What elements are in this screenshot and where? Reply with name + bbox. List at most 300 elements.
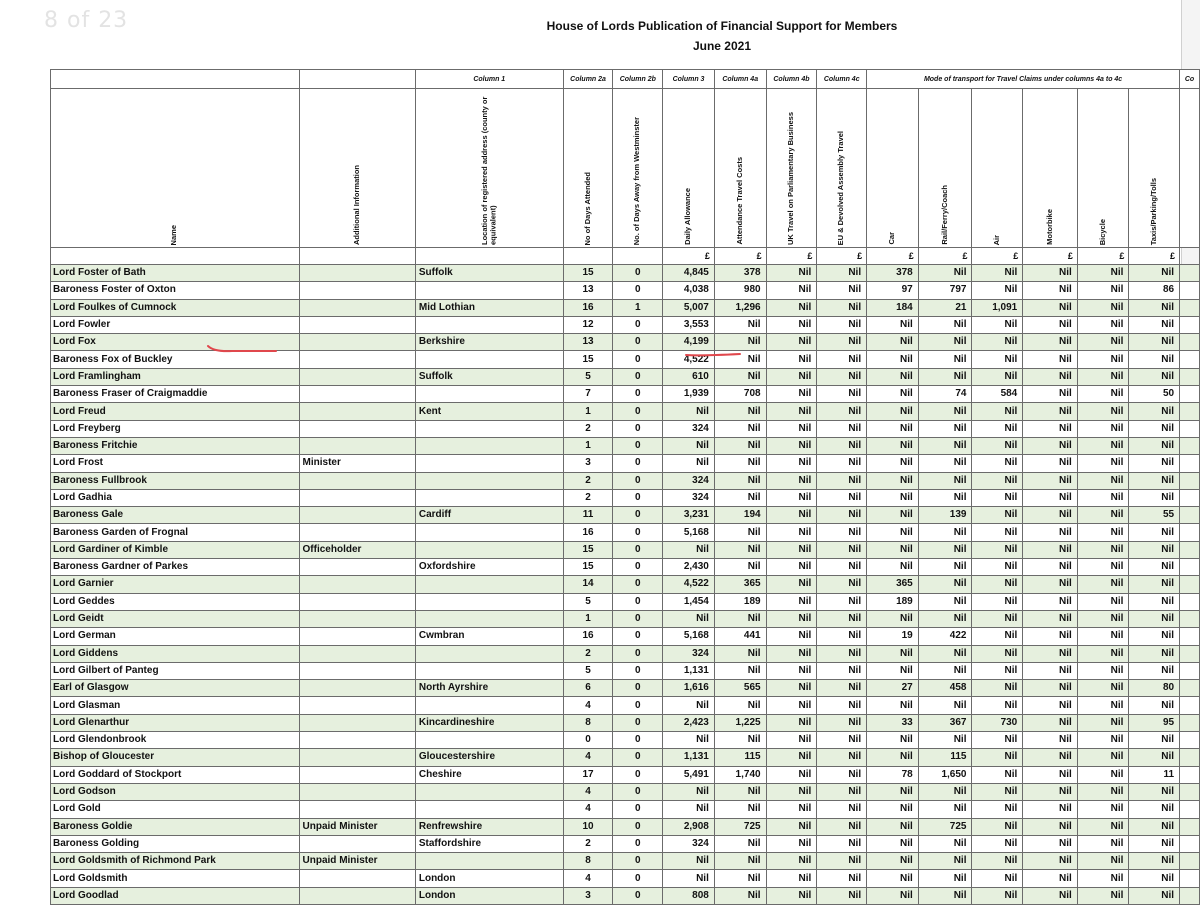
days-away-cell: 0 [613, 576, 663, 593]
daily-allowance-cell: 1,131 [663, 749, 715, 766]
days-attended-cell: 2 [563, 489, 613, 506]
motorbike-cell: Nil [1023, 507, 1078, 524]
car-cell: 184 [867, 299, 919, 316]
eu-travel-cell: Nil [817, 316, 867, 333]
eu-travel-cell: Nil [817, 835, 867, 852]
table-row [51, 386, 1200, 403]
name-cell: Lord Freyberg [51, 420, 300, 437]
daily-allowance-cell: 5,168 [663, 628, 715, 645]
eu-travel-cell: Nil [817, 489, 867, 506]
cut-cell [1180, 645, 1200, 662]
rail-cell: Nil [918, 334, 972, 351]
taxis-cell: Nil [1129, 541, 1180, 558]
rail-cell: Nil [918, 472, 972, 489]
car-cell: 33 [867, 714, 919, 731]
eu-travel-cell: Nil [817, 559, 867, 576]
car-cell: Nil [867, 334, 919, 351]
eu-travel-cell: Nil [817, 680, 867, 697]
additional-info-cell [299, 437, 415, 454]
days-away-cell: 0 [613, 818, 663, 835]
car-cell: Nil [867, 559, 919, 576]
motorbike-cell: Nil [1023, 887, 1078, 904]
attendance-travel-cell: Nil [714, 559, 766, 576]
car-cell: Nil [867, 420, 919, 437]
cut-cell [1180, 386, 1200, 403]
days-away-cell: 0 [613, 853, 663, 870]
motorbike-cell: Nil [1023, 749, 1078, 766]
bicycle-cell: Nil [1077, 628, 1129, 645]
bicycle-cell: Nil [1077, 472, 1129, 489]
name-cell: Lord Frost [51, 455, 300, 472]
name-cell: Baroness Goldie [51, 818, 300, 835]
additional-info-cell [299, 628, 415, 645]
uk-travel-cell: Nil [766, 593, 817, 610]
table-row [51, 334, 1200, 351]
car-cell: Nil [867, 472, 919, 489]
name-cell: Baroness Gardner of Parkes [51, 559, 300, 576]
cut-cell [1180, 524, 1200, 541]
daily-allowance-cell: 3,231 [663, 507, 715, 524]
air-cell: Nil [972, 489, 1023, 506]
car-cell: Nil [867, 732, 919, 749]
name-cell: Lord Foulkes of Cumnock [51, 299, 300, 316]
location-cell: Oxfordshire [415, 559, 563, 576]
rail-cell: 1,650 [918, 766, 972, 783]
eu-travel-cell: Nil [817, 351, 867, 368]
additional-info-cell [299, 870, 415, 887]
days-attended-cell: 5 [563, 662, 613, 679]
uk-travel-cell: Nil [766, 853, 817, 870]
currency-symbol: £ [1023, 248, 1078, 265]
days-away-cell: 0 [613, 265, 663, 282]
column-group-row [51, 70, 1200, 89]
days-attended-cell: 2 [563, 835, 613, 852]
daily-allowance-cell: 324 [663, 645, 715, 662]
table-row [51, 351, 1200, 368]
location-cell: Renfrewshire [415, 818, 563, 835]
days-away-cell: 0 [613, 680, 663, 697]
uk-travel-cell: Nil [766, 489, 817, 506]
uk-travel-cell: Nil [766, 766, 817, 783]
air-cell: Nil [972, 455, 1023, 472]
daily-allowance-cell: 1,454 [663, 593, 715, 610]
daily-allowance-cell: 4,522 [663, 576, 715, 593]
name-cell: Lord Gilbert of Panteg [51, 662, 300, 679]
location-cell [415, 853, 563, 870]
cut-cell [1180, 714, 1200, 731]
air-cell: Nil [972, 507, 1023, 524]
currency-symbol: £ [867, 248, 919, 265]
header-air: Air [972, 89, 1023, 248]
name-cell: Baroness Garden of Frognal [51, 524, 300, 541]
attendance-travel-cell: Nil [714, 732, 766, 749]
additional-info-cell [299, 472, 415, 489]
currency-symbol: £ [714, 248, 766, 265]
attendance-travel-cell: Nil [714, 351, 766, 368]
location-cell [415, 541, 563, 558]
cut-cell [1180, 766, 1200, 783]
additional-info-cell [299, 334, 415, 351]
air-cell: 1,091 [972, 299, 1023, 316]
uk-travel-cell: Nil [766, 403, 817, 420]
name-cell: Baroness Fullbrook [51, 472, 300, 489]
uk-travel-cell: Nil [766, 697, 817, 714]
additional-info-cell [299, 403, 415, 420]
additional-info-cell [299, 265, 415, 282]
bicycle-cell: Nil [1077, 541, 1129, 558]
location-cell: Kent [415, 403, 563, 420]
eu-travel-cell: Nil [817, 662, 867, 679]
location-cell [415, 282, 563, 299]
location-cell [415, 732, 563, 749]
additional-info-cell [299, 576, 415, 593]
air-cell: Nil [972, 818, 1023, 835]
air-cell: Nil [972, 593, 1023, 610]
additional-info-cell [299, 662, 415, 679]
days-away-cell: 1 [613, 299, 663, 316]
days-attended-cell: 14 [563, 576, 613, 593]
motorbike-cell: Nil [1023, 403, 1078, 420]
blank-group-cell [51, 70, 300, 89]
name-cell: Lord Glendonbrook [51, 732, 300, 749]
document-subtitle: June 2021 [692, 39, 752, 53]
days-away-cell: 0 [613, 559, 663, 576]
location-cell [415, 697, 563, 714]
taxis-cell: Nil [1129, 783, 1180, 800]
days-away-cell: 0 [613, 368, 663, 385]
daily-allowance-cell: 808 [663, 887, 715, 904]
additional-info-cell [299, 714, 415, 731]
taxis-cell: 55 [1129, 507, 1180, 524]
bicycle-cell: Nil [1077, 437, 1129, 454]
uk-travel-cell: Nil [766, 299, 817, 316]
bicycle-cell: Nil [1077, 662, 1129, 679]
uk-travel-cell: Nil [766, 472, 817, 489]
uk-travel-cell: Nil [766, 835, 817, 852]
rail-cell: Nil [918, 576, 972, 593]
taxis-cell: Nil [1129, 662, 1180, 679]
rail-cell: Nil [918, 783, 972, 800]
name-cell: Lord Gadhia [51, 489, 300, 506]
car-cell: Nil [867, 801, 919, 818]
daily-allowance-cell: Nil [663, 437, 715, 454]
motorbike-cell: Nil [1023, 593, 1078, 610]
table-row [51, 507, 1200, 524]
uk-travel-cell: Nil [766, 680, 817, 697]
car-cell: 27 [867, 680, 919, 697]
daily-allowance-cell: 4,038 [663, 282, 715, 299]
bicycle-cell: Nil [1077, 801, 1129, 818]
name-cell: Lord Geidt [51, 610, 300, 627]
days-away-cell: 0 [613, 351, 663, 368]
attendance-travel-cell: Nil [714, 420, 766, 437]
uk-travel-cell: Nil [766, 420, 817, 437]
additional-info-cell [299, 282, 415, 299]
currency-symbol: £ [817, 248, 867, 265]
name-cell: Lord German [51, 628, 300, 645]
days-attended-cell: 5 [563, 593, 613, 610]
days-away-cell: 0 [613, 732, 663, 749]
location-cell: Cwmbran [415, 628, 563, 645]
days-away-cell: 0 [613, 455, 663, 472]
table-row [51, 316, 1200, 333]
air-cell: Nil [972, 576, 1023, 593]
rail-cell: Nil [918, 403, 972, 420]
daily-allowance-cell: 324 [663, 472, 715, 489]
table-row [51, 403, 1200, 420]
car-cell: Nil [867, 386, 919, 403]
table-row [51, 628, 1200, 645]
car-cell: 378 [867, 265, 919, 282]
rail-cell: Nil [918, 593, 972, 610]
daily-allowance-cell: 324 [663, 489, 715, 506]
days-attended-cell: 16 [563, 524, 613, 541]
rail-cell: Nil [918, 524, 972, 541]
uk-travel-cell: Nil [766, 351, 817, 368]
air-cell: 584 [972, 386, 1023, 403]
days-away-cell: 0 [613, 801, 663, 818]
location-cell: Gloucestershire [415, 749, 563, 766]
daily-allowance-cell: 2,423 [663, 714, 715, 731]
bicycle-cell: Nil [1077, 455, 1129, 472]
days-attended-cell: 11 [563, 507, 613, 524]
daily-allowance-cell: Nil [663, 697, 715, 714]
header-taxis: Taxis/Parking/Tolls [1129, 89, 1180, 248]
motorbike-cell: Nil [1023, 680, 1078, 697]
air-cell: Nil [972, 420, 1023, 437]
additional-info-cell [299, 351, 415, 368]
motorbike-cell: Nil [1023, 524, 1078, 541]
air-cell: Nil [972, 766, 1023, 783]
car-cell: 365 [867, 576, 919, 593]
header-car: Car [867, 89, 919, 248]
location-cell: Suffolk [415, 368, 563, 385]
uk-travel-cell: Nil [766, 437, 817, 454]
attendance-travel-cell: Nil [714, 783, 766, 800]
taxis-cell: Nil [1129, 887, 1180, 904]
header-rail: Rail/Ferry/Coach [918, 89, 972, 248]
motorbike-cell: Nil [1023, 489, 1078, 506]
days-away-cell: 0 [613, 472, 663, 489]
bicycle-cell: Nil [1077, 680, 1129, 697]
motorbike-cell: Nil [1023, 420, 1078, 437]
uk-travel-cell: Nil [766, 714, 817, 731]
column-group-label-cut: Co [1180, 70, 1200, 89]
days-away-cell: 0 [613, 714, 663, 731]
column-group-label: Column 2a [563, 70, 613, 89]
bicycle-cell: Nil [1077, 835, 1129, 852]
car-cell: Nil [867, 489, 919, 506]
eu-travel-cell: Nil [817, 403, 867, 420]
rail-cell: Nil [918, 420, 972, 437]
motorbike-cell: Nil [1023, 351, 1078, 368]
car-cell: Nil [867, 697, 919, 714]
column-group-label: Column 2b [613, 70, 663, 89]
table-row [51, 420, 1200, 437]
location-cell [415, 437, 563, 454]
motorbike-cell: Nil [1023, 455, 1078, 472]
motorbike-cell: Nil [1023, 541, 1078, 558]
daily-allowance-cell: Nil [663, 783, 715, 800]
days-away-cell: 0 [613, 870, 663, 887]
days-away-cell: 0 [613, 593, 663, 610]
air-cell: 730 [972, 714, 1023, 731]
days-away-cell: 0 [613, 697, 663, 714]
motorbike-cell: Nil [1023, 316, 1078, 333]
daily-allowance-cell: 324 [663, 420, 715, 437]
additional-info-cell [299, 749, 415, 766]
motorbike-cell: Nil [1023, 628, 1078, 645]
location-cell: London [415, 887, 563, 904]
rail-cell: Nil [918, 887, 972, 904]
table-row [51, 662, 1200, 679]
air-cell: Nil [972, 887, 1023, 904]
location-cell [415, 420, 563, 437]
name-cell: Lord Framlingham [51, 368, 300, 385]
days-away-cell: 0 [613, 489, 663, 506]
bicycle-cell: Nil [1077, 576, 1129, 593]
car-cell: Nil [867, 853, 919, 870]
cut-cell [1180, 334, 1200, 351]
daily-allowance-cell: 1,616 [663, 680, 715, 697]
name-cell: Lord Goldsmith of Richmond Park [51, 853, 300, 870]
eu-travel-cell: Nil [817, 801, 867, 818]
days-attended-cell: 4 [563, 783, 613, 800]
rail-cell: Nil [918, 645, 972, 662]
daily-allowance-cell: Nil [663, 870, 715, 887]
additional-info-cell [299, 420, 415, 437]
daily-allowance-cell: 5,007 [663, 299, 715, 316]
name-cell: Lord Glasman [51, 697, 300, 714]
attendance-travel-cell: 189 [714, 593, 766, 610]
days-attended-cell: 1 [563, 437, 613, 454]
name-cell: Baroness Foster of Oxton [51, 282, 300, 299]
attendance-travel-cell: Nil [714, 316, 766, 333]
additional-info-cell [299, 732, 415, 749]
location-cell [415, 662, 563, 679]
car-cell: Nil [867, 645, 919, 662]
additional-info-cell: Officeholder [299, 541, 415, 558]
car-cell: Nil [867, 541, 919, 558]
name-cell: Lord Fox [51, 334, 300, 351]
motorbike-cell: Nil [1023, 576, 1078, 593]
rail-cell: 458 [918, 680, 972, 697]
days-away-cell: 0 [613, 835, 663, 852]
eu-travel-cell: Nil [817, 853, 867, 870]
location-cell [415, 610, 563, 627]
days-attended-cell: 4 [563, 697, 613, 714]
days-attended-cell: 3 [563, 887, 613, 904]
taxis-cell: Nil [1129, 870, 1180, 887]
eu-travel-cell: Nil [817, 697, 867, 714]
rail-cell: Nil [918, 559, 972, 576]
uk-travel-cell: Nil [766, 386, 817, 403]
uk-travel-cell: Nil [766, 783, 817, 800]
days-attended-cell: 8 [563, 853, 613, 870]
bicycle-cell: Nil [1077, 368, 1129, 385]
table-row [51, 853, 1200, 870]
bicycle-cell: Nil [1077, 818, 1129, 835]
bicycle-cell: Nil [1077, 714, 1129, 731]
daily-allowance-cell: 5,491 [663, 766, 715, 783]
days-attended-cell: 1 [563, 403, 613, 420]
bicycle-cell: Nil [1077, 749, 1129, 766]
days-away-cell: 0 [613, 783, 663, 800]
uk-travel-cell: Nil [766, 541, 817, 558]
uk-travel-cell: Nil [766, 628, 817, 645]
rail-cell: Nil [918, 870, 972, 887]
cut-cell [1180, 541, 1200, 558]
taxis-cell: Nil [1129, 559, 1180, 576]
attendance-travel-cell: Nil [714, 697, 766, 714]
days-attended-cell: 15 [563, 559, 613, 576]
location-cell: North Ayrshire [415, 680, 563, 697]
bicycle-cell: Nil [1077, 403, 1129, 420]
header-bicycle: Bicycle [1077, 89, 1129, 248]
days-away-cell: 0 [613, 645, 663, 662]
cut-cell [1180, 697, 1200, 714]
cut-cell [1180, 749, 1200, 766]
cut-cell [1180, 818, 1200, 835]
car-cell: Nil [867, 887, 919, 904]
taxis-cell: 11 [1129, 766, 1180, 783]
taxis-cell: Nil [1129, 351, 1180, 368]
taxis-cell: Nil [1129, 403, 1180, 420]
rail-cell: Nil [918, 437, 972, 454]
name-cell: Bishop of Gloucester [51, 749, 300, 766]
table-row [51, 524, 1200, 541]
taxis-cell: Nil [1129, 420, 1180, 437]
motorbike-cell: Nil [1023, 766, 1078, 783]
currency-symbol: £ [1129, 248, 1180, 265]
table-row [51, 489, 1200, 506]
uk-travel-cell: Nil [766, 818, 817, 835]
daily-allowance-cell: Nil [663, 801, 715, 818]
location-cell: Kincardineshire [415, 714, 563, 731]
attendance-travel-cell: 441 [714, 628, 766, 645]
attendance-travel-cell: 115 [714, 749, 766, 766]
cut-cell [1180, 887, 1200, 904]
rail-cell: Nil [918, 265, 972, 282]
attendance-travel-cell: 565 [714, 680, 766, 697]
bicycle-cell: Nil [1077, 610, 1129, 627]
car-cell: 189 [867, 593, 919, 610]
cut-cell [1180, 472, 1200, 489]
currency-symbol: £ [663, 248, 715, 265]
days-away-cell: 0 [613, 541, 663, 558]
taxis-cell: Nil [1129, 732, 1180, 749]
days-attended-cell: 10 [563, 818, 613, 835]
bicycle-cell: Nil [1077, 870, 1129, 887]
air-cell: Nil [972, 835, 1023, 852]
motorbike-cell: Nil [1023, 732, 1078, 749]
eu-travel-cell: Nil [817, 524, 867, 541]
table-row [51, 714, 1200, 731]
rail-cell: Nil [918, 853, 972, 870]
column-group-label: Column 4c [817, 70, 867, 89]
cut-cell [1180, 265, 1200, 282]
eu-travel-cell: Nil [817, 749, 867, 766]
header-motorbike: Motorbike [1023, 89, 1078, 248]
bicycle-cell: Nil [1077, 420, 1129, 437]
days-attended-cell: 2 [563, 420, 613, 437]
name-cell: Baroness Fraser of Craigmaddie [51, 386, 300, 403]
additional-info-cell [299, 489, 415, 506]
attendance-travel-cell: Nil [714, 368, 766, 385]
rail-cell: Nil [918, 541, 972, 558]
location-cell [415, 351, 563, 368]
car-cell: Nil [867, 818, 919, 835]
